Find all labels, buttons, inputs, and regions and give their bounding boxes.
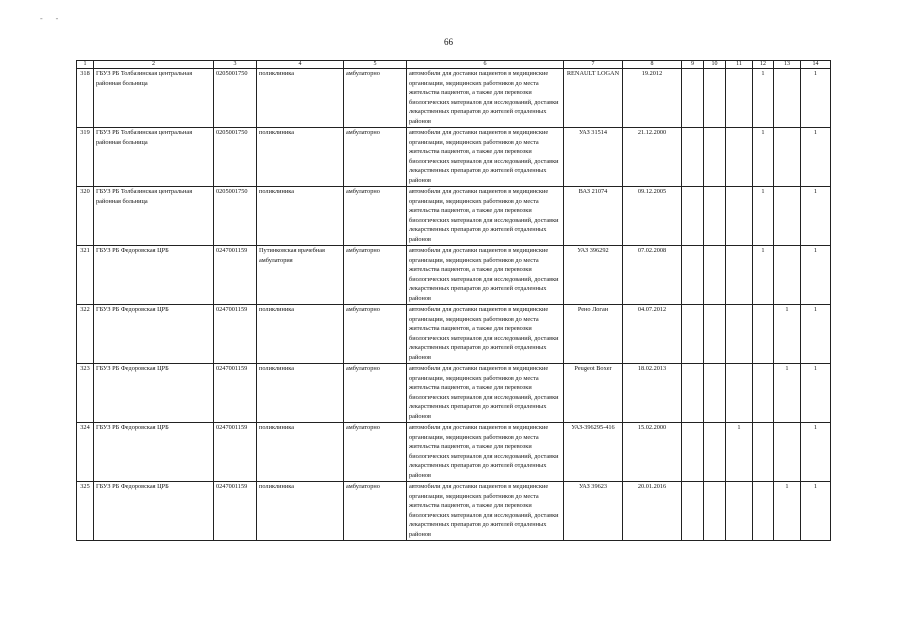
table-row (77, 423, 831, 482)
row-number: 324 (77, 423, 94, 482)
org-code: 0247001159 (214, 423, 257, 482)
col-11: 1 (726, 423, 753, 482)
unit-name: поликлиника (257, 482, 344, 541)
col-11 (726, 69, 753, 128)
vehicle-purpose: автомобили для доставки пациентов в медицинские организации, медицинских работников до места жительства пациентов, а также для перевозки биологических материалов для исследований, доставки лекарственных препаратов до жителей отдаленных районов (407, 69, 564, 128)
vehicle-model: УАЗ-396295-416 (564, 423, 623, 482)
unit-name: поликлиника (257, 128, 344, 187)
col-9 (682, 246, 704, 305)
row-number: 318 (77, 69, 94, 128)
col-11 (726, 187, 753, 246)
col-11 (726, 364, 753, 423)
col-12 (753, 423, 774, 482)
organization-name: ГБУЗ РБ Федоровская ЦРБ (94, 423, 214, 482)
vehicle-model: УАЗ 39623 (564, 482, 623, 541)
col-10 (704, 187, 726, 246)
column-number: 8 (623, 61, 682, 69)
row-number: 319 (77, 128, 94, 187)
col-11 (726, 305, 753, 364)
col-9 (682, 187, 704, 246)
org-code: 0247001159 (214, 364, 257, 423)
row-number: 321 (77, 246, 94, 305)
unit-name: поликлиника (257, 187, 344, 246)
col-14: 1 (801, 305, 831, 364)
vehicle-model: УАЗ 396292 (564, 246, 623, 305)
col-14: 1 (801, 482, 831, 541)
vehicle-purpose: автомобили для доставки пациентов в медицинские организации, медицинских работников до места жительства пациентов, а также для перевозки биологических материалов для исследований, доставки лекарственных препаратов до жителей отдаленных районов (407, 305, 564, 364)
col-13: 1 (774, 305, 801, 364)
col-10 (704, 364, 726, 423)
column-number: 9 (682, 61, 704, 69)
organization-name: ГБУЗ РБ Толбазинская центральная районная больница (94, 69, 214, 128)
vehicle-date: 15.02.2000 (623, 423, 682, 482)
column-number: 13 (774, 61, 801, 69)
col-10 (704, 246, 726, 305)
vehicle-model: Peugeot Boxer (564, 364, 623, 423)
column-number: 2 (94, 61, 214, 69)
column-number: 14 (801, 61, 831, 69)
col-13 (774, 128, 801, 187)
organization-name: ГБУЗ РБ Толбазинская центральная районная больница (94, 128, 214, 187)
table-row (77, 305, 831, 364)
col-9 (682, 423, 704, 482)
unit-name: поликлиника (257, 69, 344, 128)
vehicle-table (76, 60, 831, 541)
col-12 (753, 305, 774, 364)
vehicle-model: УАЗ 31514 (564, 128, 623, 187)
care-mode: амбулаторно (344, 128, 407, 187)
col-12: 1 (753, 128, 774, 187)
vehicle-purpose: автомобили для доставки пациентов в медицинские организации, медицинских работников до места жительства пациентов, а также для перевозки биологических материалов для исследований, доставки лекарственных препаратов до жителей отдаленных районов (407, 364, 564, 423)
table-row (77, 187, 831, 246)
column-number-row (77, 61, 831, 69)
vehicle-date: 19.2012 (623, 69, 682, 128)
col-11 (726, 128, 753, 187)
col-13: 1 (774, 482, 801, 541)
col-12 (753, 482, 774, 541)
col-13 (774, 69, 801, 128)
column-number: 10 (704, 61, 726, 69)
column-number: 7 (564, 61, 623, 69)
vehicle-date: 21.12.2000 (623, 128, 682, 187)
col-9 (682, 69, 704, 128)
org-code: 0205001750 (214, 128, 257, 187)
col-14: 1 (801, 187, 831, 246)
row-number: 325 (77, 482, 94, 541)
vehicle-purpose: автомобили для доставки пациентов в медицинские организации, медицинских работников до места жительства пациентов, а также для перевозки биологических материалов для исследований, доставки лекарственных препаратов до жителей отдаленных районов (407, 187, 564, 246)
col-14: 1 (801, 128, 831, 187)
unit-name: поликлиника (257, 423, 344, 482)
table-row (77, 69, 831, 128)
col-10 (704, 128, 726, 187)
care-mode: амбулаторно (344, 69, 407, 128)
col-13 (774, 246, 801, 305)
col-9 (682, 482, 704, 541)
org-code: 0205001750 (214, 69, 257, 128)
col-14: 1 (801, 246, 831, 305)
org-code: 0247001159 (214, 246, 257, 305)
column-number: 12 (753, 61, 774, 69)
vehicle-date: 18.02.2013 (623, 364, 682, 423)
column-number: 5 (344, 61, 407, 69)
col-10 (704, 69, 726, 128)
col-9 (682, 305, 704, 364)
org-code: 0247001159 (214, 482, 257, 541)
organization-name: ГБУЗ РБ Федоровская ЦРБ (94, 482, 214, 541)
organization-name: ГБУЗ РБ Федоровская ЦРБ (94, 305, 214, 364)
care-mode: амбулаторно (344, 246, 407, 305)
vehicle-purpose: автомобили для доставки пациентов в медицинские организации, медицинских работников до места жительства пациентов, а также для перевозки биологических материалов для исследований, доставки лекарственных препаратов до жителей отдаленных районов (407, 246, 564, 305)
table-row (77, 128, 831, 187)
column-number: 4 (257, 61, 344, 69)
org-code: 0205001750 (214, 187, 257, 246)
table-row (77, 246, 831, 305)
care-mode: амбулаторно (344, 305, 407, 364)
col-12: 1 (753, 246, 774, 305)
organization-name: ГБУЗ РБ Федоровская ЦРБ (94, 246, 214, 305)
organization-name: ГБУЗ РБ Федоровская ЦРБ (94, 364, 214, 423)
col-13 (774, 423, 801, 482)
col-14: 1 (801, 423, 831, 482)
care-mode: амбулаторно (344, 364, 407, 423)
vehicle-purpose: автомобили для доставки пациентов в медицинские организации, медицинских работников до места жительства пациентов, а также для перевозки биологических материалов для исследований, доставки лекарственных препаратов до жителей отдаленных районов (407, 482, 564, 541)
care-mode: амбулаторно (344, 482, 407, 541)
table-row (77, 482, 831, 541)
column-number: 3 (214, 61, 257, 69)
col-12: 1 (753, 187, 774, 246)
organization-name: ГБУЗ РБ Толбазинская центральная районная больница (94, 187, 214, 246)
col-10 (704, 305, 726, 364)
table-row (77, 364, 831, 423)
vehicle-purpose: автомобили для доставки пациентов в медицинские организации, медицинских работников до места жительства пациентов, а также для перевозки биологических материалов для исследований, доставки лекарственных препаратов до жителей отдаленных районов (407, 423, 564, 482)
unit-name: поликлиника (257, 364, 344, 423)
unit-name: поликлиника (257, 305, 344, 364)
scan-marks: - - (40, 14, 62, 23)
vehicle-model: ВАЗ 21074 (564, 187, 623, 246)
column-number: 6 (407, 61, 564, 69)
vehicle-model: RENAULT LOGAN (564, 69, 623, 128)
col-12 (753, 364, 774, 423)
column-number: 11 (726, 61, 753, 69)
row-number: 322 (77, 305, 94, 364)
vehicle-date: 20.01.2016 (623, 482, 682, 541)
page-number: 66 (444, 37, 453, 47)
column-number: 1 (77, 61, 94, 69)
col-14: 1 (801, 364, 831, 423)
col-13: 1 (774, 364, 801, 423)
col-9 (682, 128, 704, 187)
col-10 (704, 423, 726, 482)
vehicle-date: 04.07.2012 (623, 305, 682, 364)
col-11 (726, 482, 753, 541)
row-number: 323 (77, 364, 94, 423)
vehicle-date: 09.12.2005 (623, 187, 682, 246)
col-10 (704, 482, 726, 541)
col-11 (726, 246, 753, 305)
col-14: 1 (801, 69, 831, 128)
vehicle-purpose: автомобили для доставки пациентов в медицинские организации, медицинских работников до места жительства пациентов, а также для перевозки биологических материалов для исследований, доставки лекарственных препаратов до жителей отдаленных районов (407, 128, 564, 187)
care-mode: амбулаторно (344, 423, 407, 482)
row-number: 320 (77, 187, 94, 246)
vehicle-model: Рено Логан (564, 305, 623, 364)
col-9 (682, 364, 704, 423)
col-12: 1 (753, 69, 774, 128)
col-13 (774, 187, 801, 246)
org-code: 0247001159 (214, 305, 257, 364)
care-mode: амбулаторно (344, 187, 407, 246)
vehicle-date: 07.02.2008 (623, 246, 682, 305)
unit-name: Путинковская врачебная амбулатория (257, 246, 344, 305)
